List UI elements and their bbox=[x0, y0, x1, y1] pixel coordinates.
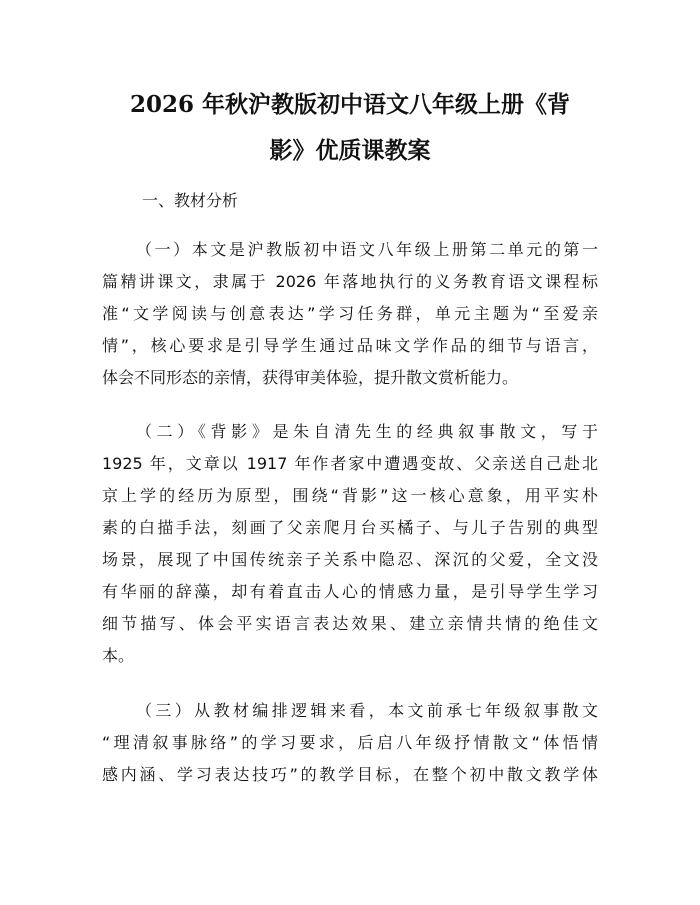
section-heading: 一、教材分析 bbox=[142, 191, 239, 210]
paragraph-line: 情”，核心要求是引导学生通过品味文学作品的细节与语言， bbox=[102, 336, 598, 355]
paragraph-line: 本。 bbox=[102, 646, 135, 665]
document-title-line-1: 2026 年秋沪教版初中语文八年级上册《背 bbox=[129, 91, 571, 118]
paragraph-line: 感内涵、学习表达技巧”的教学目标，在整个初中散文教学体 bbox=[102, 765, 598, 784]
paragraph-line: 京上学的经历为原型，围绕“背影”这一核心意象，用平实朴 bbox=[102, 486, 598, 505]
paragraph-line: 场景，展现了中国传统亲子关系中隐忍、深沉的父爱，全文没 bbox=[102, 550, 598, 569]
paragraph-line: 1925 年，文章以 1917 年作者家中遭遇变故、父亲送自己赴北 bbox=[102, 454, 598, 473]
paragraph-line: 体会不同形态的亲情，获得审美体验，提升散文赏析能力。 bbox=[102, 368, 519, 387]
paragraph-line: 有华丽的辞藻，却有着直击人心的情感力量，是引导学生学习 bbox=[102, 582, 598, 601]
paragraph-line: 篇精讲课文，隶属于 2026 年落地执行的义务教育语文课程标 bbox=[102, 272, 598, 291]
paragraph-line: （三）从教材编排逻辑来看，本文前承七年级叙事散文 bbox=[136, 701, 598, 720]
paragraph-line: 准“文学阅读与创意表达”学习任务群，单元主题为“至爱亲 bbox=[102, 304, 598, 323]
paragraph-line: 素的白描手法，刻画了父亲爬月台买橘子、与儿子告别的典型 bbox=[102, 518, 598, 537]
document-title-line-2: 影》优质课教案 bbox=[269, 137, 431, 164]
paragraph-line: 细节描写、体会平实语言表达效果、建立亲情共情的绝佳文 bbox=[102, 614, 598, 633]
paragraph-line: （一）本文是沪教版初中语文八年级上册第二单元的第一 bbox=[136, 240, 598, 259]
paragraph-line: （二）《背影》是朱自清先生的经典叙事散文，写于 bbox=[136, 422, 598, 441]
paragraph-line: “理清叙事脉络”的学习要求，后启八年级抒情散文“体悟情 bbox=[102, 733, 598, 752]
